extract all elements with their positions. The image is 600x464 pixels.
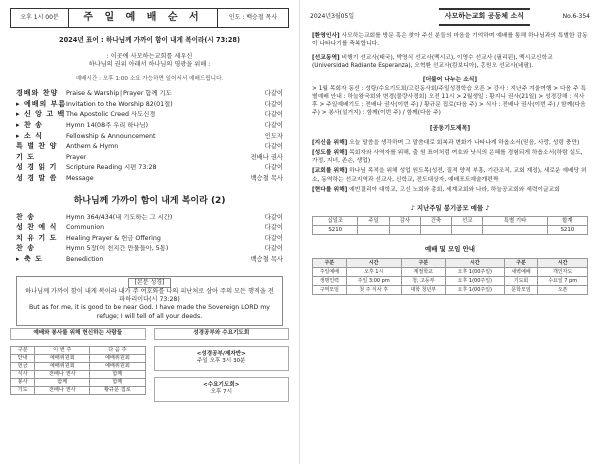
table-cell: 기도 <box>11 386 35 394</box>
column-header: 합계 <box>547 217 587 226</box>
section-label: [더불어 나누는 소식] <box>422 77 478 84</box>
meetings-panel <box>154 328 290 408</box>
order-content: Invitation to the Worship 82(01절) <box>66 100 173 108</box>
order-row <box>16 121 283 132</box>
order-content: Fellowship & Announcement <box>66 132 156 140</box>
column-header: 이 번 주 <box>35 346 90 354</box>
table-cell: 오후 1시 <box>346 268 401 277</box>
prayer-label: [교회를 위해] <box>312 168 348 175</box>
order-row <box>16 100 283 111</box>
order-leader: 다같이 <box>264 143 283 151</box>
table-cell: 새벽예배 <box>504 268 538 277</box>
prayer-item <box>312 186 588 194</box>
table-cell: 함께 <box>90 378 145 386</box>
table-cell: 오픈 <box>538 286 588 295</box>
column-header: 주일 <box>358 217 389 226</box>
table-cell: 수요일 7 pm <box>538 277 588 286</box>
order-name: ▸ 찬 송 <box>16 120 43 129</box>
worship-order-2 <box>16 213 283 266</box>
scripture-korean: 하나님께 가까이 함이 내게 복이라 내가 주 여호와를 나의 피난처로 삼아 주의 모든 행적을 전파하리이다(시 73:28) <box>25 287 274 304</box>
bible-study-box <box>154 346 290 371</box>
order-leader: 다같이 <box>264 245 283 253</box>
section-text: > 1월 목회자 동선 : 성탕/수요기도회/고린동사회/주일성경학습 오픈 > 강사 : 지난주 겨울여행 > 다음 주 특별예배 안내 : 하늘왕국회와 변경(물량사경회) 오전 11시 > 2월생일 : 황지니 권사(21일) > 성경강해 : 식사 후 > 주일예배기도 : 전배나 권사(이번 주) / 황규문 집로(다음 주) > 식사 : 전배나 권사(이번 주) / 함께(다음 주) > 봉사(설거지) : 함께(이번 주) / 함께(다음 주) <box>312 85 587 116</box>
order-leader: 인도자 <box>264 132 283 140</box>
prayer-label: [현다를 위해] <box>312 186 348 193</box>
prayer-item <box>312 167 588 183</box>
table-row <box>11 370 146 378</box>
news-section <box>312 32 588 48</box>
prayer-label: [성도를 위해] <box>312 150 348 157</box>
order-row <box>16 153 283 164</box>
table-row <box>313 268 588 277</box>
table-header-row <box>11 346 146 354</box>
sermon-title: 하나님께 가까이 함이 내게 복이라 (2) <box>73 195 226 206</box>
table-cell: 생명인력 <box>313 277 347 286</box>
order-name: ▸ 축 도 <box>16 255 43 264</box>
wednesday-prayer-time: 오후 7시 <box>210 389 233 396</box>
table-cell: 청, 고등부 <box>401 277 445 286</box>
table-cell: 전배나 권사 <box>35 370 90 378</box>
worship-order <box>16 89 283 184</box>
order-content: Benediction <box>66 256 104 264</box>
bible-study-title: <성경공부/제자반> <box>196 350 246 357</box>
order-row <box>16 223 283 234</box>
table-header-row <box>313 259 588 268</box>
table-cell: 예배위원회 <box>35 354 90 362</box>
order-row <box>16 213 283 224</box>
table-cell <box>389 226 420 235</box>
column-header: 감사 <box>389 217 420 226</box>
order-row <box>16 244 283 255</box>
order-row <box>16 163 283 174</box>
table-cell: 오후 1(00주일) <box>446 277 505 286</box>
order-leader: 다같이 <box>264 121 283 129</box>
order-leader: 백승철 목사 <box>250 174 283 182</box>
table-cell: 오후 1(00주일) <box>446 286 505 295</box>
giving-table <box>312 216 588 235</box>
table-row <box>11 354 146 362</box>
news-section <box>312 76 588 117</box>
order-content: Communion <box>66 224 105 232</box>
order-leader: 다같이 <box>264 90 283 98</box>
order-leader: 다같이 <box>264 234 283 242</box>
order-name: ▸ 예배의 부름 <box>16 99 67 108</box>
table-cell: 봉사 <box>11 378 35 386</box>
table-row <box>313 277 588 286</box>
table-cell: S210 <box>313 226 358 235</box>
worship-guide-title: 예배 및 모임 안내 <box>425 245 475 254</box>
order-row <box>16 255 283 266</box>
column-header: 십일조 <box>313 217 358 226</box>
table-cell: 개인자도 <box>538 268 588 277</box>
year-theme: 2024년 표어 : 하나님께 가까이 함이 내게 복이라(시 73:28) <box>58 36 241 44</box>
leader-label: 인도 : 백승철 목사 <box>228 13 278 21</box>
column-header: 특별 기타 <box>483 217 547 226</box>
order-content: Healing Prayer & 헌금 Offering <box>66 234 161 242</box>
section-text: 비행기 선교사(태국), 박영식 선교사(멕시코), 이영수 선교사 (필리핀), 멕시코신학교(Universidad Radiante Esperanza), 오혁환 선교사(캄보디아), 홍원오 선교사(네팔). <box>312 55 553 70</box>
giving-title: ♪ 지난주일 봉기공모 예물 ♪ <box>410 203 490 212</box>
table-cell: 식사 <box>11 370 35 378</box>
column-header: 선교 <box>452 217 483 226</box>
column-header: 건축 <box>420 217 451 226</box>
prayer-text: 목회자와 사역자를 위해, 출 원 표어처럼 여호와 낫식의 은혜를 경험되게 하옵소서(하람 실도, 가정, 지녀, 존손, 생업) <box>312 150 583 165</box>
issue-number: No.6-354 <box>562 12 590 20</box>
table-cell: 전배나 권사 <box>35 386 90 394</box>
table-cell: 구분 <box>313 259 347 268</box>
prayer-text: 예빈결리아 대학교, 고신 노회와 총회, 세계교회와 나라, 하늘공교회와 세력이글교회 <box>349 186 560 193</box>
order-leader: 백승철 목사 <box>250 256 283 264</box>
table-cell <box>483 226 547 235</box>
table-row <box>11 378 146 386</box>
table-cell <box>358 226 389 235</box>
news-section <box>312 54 588 70</box>
order-name: 경배와 찬양 <box>16 89 59 98</box>
table-cell: 대학 청년부 <box>401 286 445 295</box>
table-cell: S210 <box>547 226 587 235</box>
call-line-2: 하나님의 권위 아래서 하나님의 영광을 위해 : <box>88 61 211 69</box>
section-text: 사모하는교회를 방문 혹은 찾아 주신 분들의 마음을 기억하며 예배를 통해 하나님과의 특별한 감동이 나타나기를 축복합니다. <box>312 33 588 48</box>
section-label: [선교동역] <box>312 55 340 62</box>
news-date: 2024년3월05일 <box>310 12 355 20</box>
table-cell: 예배위원회 <box>35 362 90 370</box>
prayer-label: [지신을 위해] <box>312 140 348 147</box>
order-name: ▸ 신 앙 고 백 <box>16 110 66 119</box>
order-row <box>16 142 283 153</box>
order-content: Hymn 364/434(내 기도하는 그 시간) <box>66 213 173 221</box>
table-cell: 문학모임 <box>504 286 538 295</box>
order-row <box>16 89 283 100</box>
order-name: 성 경 말 씀 <box>16 173 58 182</box>
table-header-row <box>313 217 588 226</box>
scripture-english: But as for me, it is good to be near God. I have made the Sovereign LORD my refuge; I will tell of all your deeds. <box>29 304 270 320</box>
order-content: Praise & Warship│Prayer 함께 기도 <box>66 90 172 98</box>
wednesday-prayer-title: <수요기도회> <box>203 381 240 388</box>
table-cell: 계절학교 <box>401 268 445 277</box>
order-leader: 다같이 <box>264 111 283 119</box>
table-cell: 구분 <box>504 259 538 268</box>
table-cell: 구분 <box>401 259 445 268</box>
order-content: Hymn 5장(이 천지간 만물들아, 5통) <box>66 245 169 253</box>
order-content: The Apostolic Creed 사도신경 <box>66 111 156 119</box>
call-line-1: : 이곳에 사모하는교회를 세우신 <box>106 52 193 60</box>
table-cell: 첫 주 식사 후 <box>346 286 401 295</box>
duty-title: 예배와 봉사를 위해 헌신하는 사람들 <box>10 328 146 340</box>
service-time: 오후 1시 00분 <box>11 9 69 27</box>
table-cell: 시간 <box>346 259 401 268</box>
order-row <box>16 110 283 121</box>
table-cell: 시간 <box>538 259 588 268</box>
bible-study-time: 주일 오후 3시 30분 <box>197 358 246 365</box>
table-cell: 헌금 <box>11 362 35 370</box>
prayer-text: 하나님 목적을 위해 성업 원도목(성전, 질적 양적 부흥, 기관조직, 교회 재정), 새로운 예배당 허소, 동역하는 선교지역과 선교사, 신학교, 전도대상자, 예배포트예술개편짝 <box>312 168 587 183</box>
order-name: 찬 송 <box>16 212 35 221</box>
prayer-text: 오늘 말씀을 생각하며 그 말씀대로 회복과 변화가 나타나게 하옵소서(믿음, 사랑, 성령 충만) <box>349 140 580 147</box>
worship-guide-table <box>312 258 588 295</box>
wednesday-prayer-box <box>154 377 290 402</box>
order-leader: 전배나 권사 <box>250 153 283 161</box>
table-cell: 예배위원회 <box>90 354 145 362</box>
order-content: Prayer <box>66 153 87 161</box>
order-leader: 다같이 <box>264 224 283 232</box>
order-name: 기 도 <box>16 152 35 161</box>
duty-table <box>10 346 146 395</box>
prayer-item <box>312 139 588 147</box>
table-cell: 함께 <box>90 370 145 378</box>
order-name: 치 유 기 도 <box>16 233 58 242</box>
order-leader: 다같이 <box>264 164 283 172</box>
bulletin-right-page <box>300 0 600 464</box>
order-content: Hymn 14(08주 우리 하나님) <box>66 121 149 129</box>
scripture-label: [본문 성경] <box>128 278 172 288</box>
order-row <box>16 174 283 185</box>
column-header: 구분 <box>11 346 35 354</box>
order-content: Scripture Reading 시편 73:28 <box>66 164 157 172</box>
table-row <box>11 386 146 394</box>
table-cell: 시간 <box>446 259 505 268</box>
table-cell: 예배위원회 <box>90 362 145 370</box>
order-leader: 다같이 <box>264 213 283 221</box>
scripture-box <box>16 276 283 327</box>
meetings-title: 성경공부와 수요기도회 <box>154 328 290 340</box>
page-title: 주 일 예 배 순 서 <box>69 9 218 27</box>
column-header: 다 음 주 <box>90 346 145 354</box>
order-leader: 다같이 <box>264 100 283 108</box>
prayer-item <box>312 149 588 165</box>
table-cell <box>452 226 483 235</box>
order-name: 성 찬 예 식 <box>16 223 58 232</box>
table-row <box>313 286 588 295</box>
order-row <box>16 132 283 143</box>
table-row <box>11 362 146 370</box>
order-content: Message <box>66 174 94 182</box>
order-name: ▸ 소 식 <box>16 131 43 140</box>
news-header <box>310 8 590 26</box>
duty-panel <box>10 328 146 408</box>
table-cell: 주일예배 <box>313 268 347 277</box>
order-header <box>10 8 289 28</box>
table-cell: 황규문 집로 <box>90 386 145 394</box>
order-name: 성 경 읽 기 <box>16 163 58 172</box>
table-cell: 안내 <box>11 354 35 362</box>
table-cell: 함께 <box>35 378 90 386</box>
service-note: 예배시간 : 오후 1:00 소요 가능하면 일어서서 예배드립니다. <box>75 75 224 82</box>
order-content: Anthem & Hymn <box>66 143 119 151</box>
order-row <box>16 234 283 245</box>
order-name: 특 별 찬 양 <box>16 142 58 151</box>
table-cell <box>420 226 451 235</box>
table-cell: 주일 3:00 pm <box>346 277 401 286</box>
section-label: [환영인사] <box>312 33 340 39</box>
table-cell: 오후 1(00주일) <box>446 268 505 277</box>
bottom-panels <box>10 328 289 408</box>
prayer-title: [공동기도제목] <box>429 124 471 132</box>
order-name: 찬 송 <box>16 244 35 253</box>
table-cell: 기도회 <box>504 277 538 286</box>
table-row <box>313 226 588 235</box>
news-title: 사모하는교회 공동체 소식 <box>439 8 530 25</box>
table-cell: 구역모임 <box>313 286 347 295</box>
